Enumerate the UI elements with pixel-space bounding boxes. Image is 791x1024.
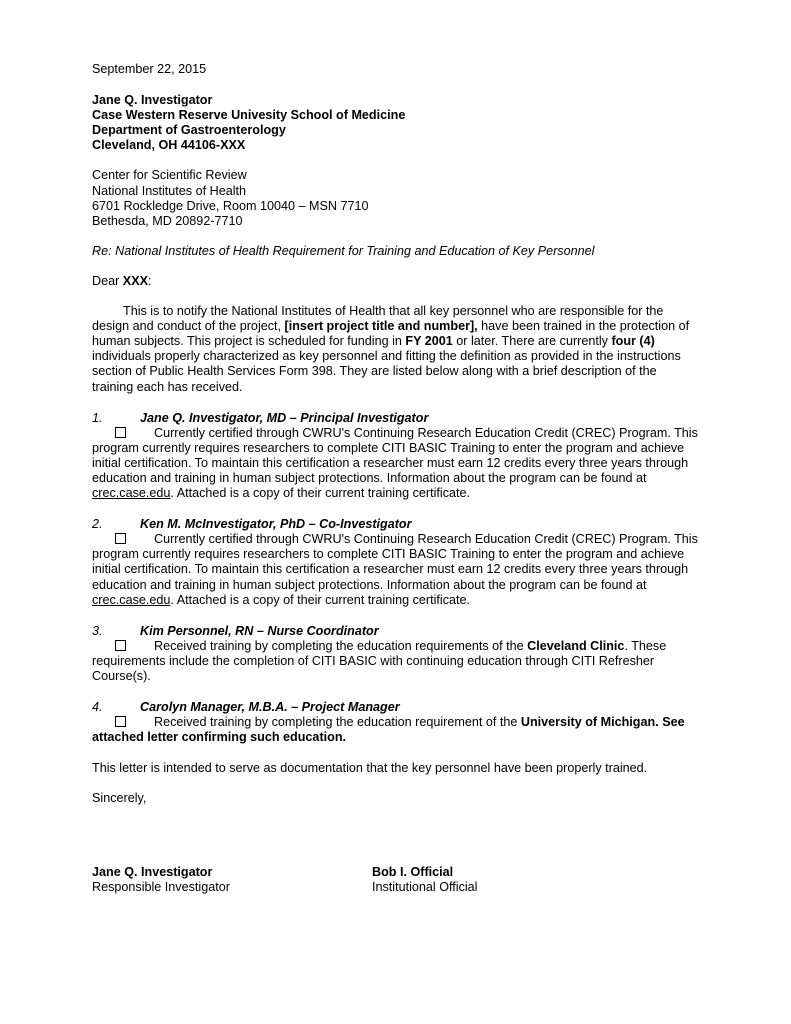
item-3-institution: Cleveland Clinic	[527, 638, 625, 653]
spacer	[92, 259, 698, 274]
empty-checkbox-icon[interactable]	[115, 427, 126, 438]
item-4-number: 4.	[92, 700, 103, 715]
addressee-line-1: Jane Q. Investigator	[92, 93, 213, 108]
item-4-institution: University of Michigan. See attached letter confirming such education.	[92, 715, 685, 745]
recipient-line-3: 6701 Rockledge Drive, Room 10040 – MSN 7710	[92, 198, 369, 213]
signature-space	[92, 807, 698, 865]
personnel-count: four (4)	[611, 334, 655, 349]
personnel-item-4	[92, 700, 698, 745]
closing-paragraph: This letter is intended to serve as documentation that the key personnel have been properly trained.	[92, 761, 648, 776]
crec-link[interactable]: crec.case.edu	[92, 486, 171, 501]
item-1-number: 1.	[92, 410, 103, 425]
funding-year: FY 2001	[405, 334, 453, 349]
letter-body	[92, 62, 698, 895]
item-4-name-role: Carolyn Manager, M.B.A. – Project Manager	[140, 700, 400, 715]
item-1-text-part-1: Currently certified through CWRU's Continuing Research Education Credit (CREC) Program. This program currently requires researchers to complete CITI BASIC Training to enter the program and achieve initial certification. To maintain this certification a researcher must earn 12 credits every three years through education and training in human subject protections. Information about the program can be found at	[92, 425, 698, 485]
item-3-heading	[92, 624, 698, 639]
item-2-heading	[92, 517, 698, 532]
spacer	[92, 501, 698, 517]
item-1-body	[92, 426, 698, 501]
spacer	[92, 745, 698, 761]
personnel-item-2	[92, 517, 698, 608]
salutation-suffix: :	[148, 273, 152, 288]
signature-1-name: Jane Q. Investigator	[92, 864, 213, 879]
addressee-line-4: Cleveland, OH 44106-XXX	[92, 138, 246, 153]
item-4-heading	[92, 700, 698, 715]
salutation-name: XXX	[122, 273, 148, 288]
personnel-item-1	[92, 411, 698, 502]
project-title-placeholder: [insert project title and number],	[284, 319, 478, 334]
empty-checkbox-icon[interactable]	[115, 640, 126, 651]
item-2-text-part-2: . Attached is a copy of their current training certificate.	[170, 592, 471, 607]
signature-block-1	[92, 865, 372, 895]
item-1-text-part-2: . Attached is a copy of their current training certificate.	[170, 486, 471, 501]
personnel-item-3	[92, 624, 698, 684]
opening-paragraph	[92, 304, 698, 395]
spacer	[92, 776, 698, 791]
spacer	[92, 608, 698, 624]
spacer	[92, 153, 698, 168]
item-3-name-role: Kim Personnel, RN – Nurse Coordinator	[140, 623, 379, 638]
item-3-body	[92, 639, 698, 684]
spacer	[92, 395, 698, 411]
item-2-name-role: Ken M. McInvestigator, PhD – Co-Investigator	[140, 517, 412, 532]
opening-part-3: or later. There are currently	[452, 334, 612, 349]
crec-link[interactable]: crec.case.edu	[92, 592, 171, 607]
date-text: September 22, 2015	[92, 62, 207, 76]
item-4-text-part-1: Received training by completing the education requirement of the	[154, 715, 521, 730]
spacer	[92, 289, 698, 304]
item-3-text-part-1: Received training by completing the education requirements of the	[154, 638, 528, 653]
item-1-heading	[92, 411, 698, 426]
sign-off: Sincerely,	[92, 791, 147, 806]
opening-part-4: individuals properly characterized as key personnel and fitting the definition as provided in the instructions section of Public Health Services Form 398. They are listed below along with a brief description of the training each has received.	[92, 349, 681, 394]
addressee-line-2: Case Western Reserve Univesity School of Medicine	[92, 108, 406, 123]
recipient-line-4: Bethesda, MD 20892-7710	[92, 213, 243, 228]
item-3-text-part-2: . These requirements include the completion of CITI BASIC with continuing education through CITI Refresher Course(s).	[92, 638, 667, 683]
salutation	[92, 274, 698, 289]
salutation-prefix: Dear	[92, 273, 123, 288]
item-4-body	[92, 715, 698, 745]
item-2-number: 2.	[92, 517, 103, 532]
item-2-text-part-1: Currently certified through CWRU's Continuing Research Education Credit (CREC) Program. This program currently requires researchers to complete CITI BASIC Training to enter the program and achieve initial certification. To maintain this certification a researcher must earn 12 credits every three years through education and training in human subject protections. Information about the program can be found at	[92, 532, 698, 592]
signature-2-name: Bob I. Official	[372, 864, 454, 879]
addressee-line-3: Department of Gastroenterology	[92, 123, 286, 138]
opening-part-1: This is to notify the National Institutes of Health that all key personnel who are responsible for the design and conduct of the project,	[92, 304, 664, 334]
item-2-body	[92, 532, 698, 607]
signature-row	[92, 865, 698, 895]
opening-part-2: have been trained in the protection of human subjects. This project is scheduled for funding in	[92, 319, 690, 349]
empty-checkbox-icon[interactable]	[115, 533, 126, 544]
signature-block-2	[372, 865, 652, 895]
recipient-line-2: National Institutes of Health	[92, 183, 247, 198]
empty-checkbox-icon[interactable]	[115, 716, 126, 727]
addressee-block	[92, 93, 698, 153]
subject-line: Re: National Institutes of Health Requirement for Training and Education of Key Personnel	[92, 243, 595, 258]
item-3-number: 3.	[92, 623, 103, 638]
recipient-line-1: Center for Scientific Review	[92, 168, 247, 183]
signature-1-title: Responsible Investigator	[92, 879, 230, 894]
item-1-name-role: Jane Q. Investigator, MD – Principal Investigator	[140, 410, 429, 425]
letter-date	[92, 62, 698, 77]
spacer	[92, 229, 698, 244]
signature-2-title: Institutional Official	[372, 879, 478, 894]
spacer	[92, 684, 698, 700]
recipient-block	[92, 168, 698, 228]
